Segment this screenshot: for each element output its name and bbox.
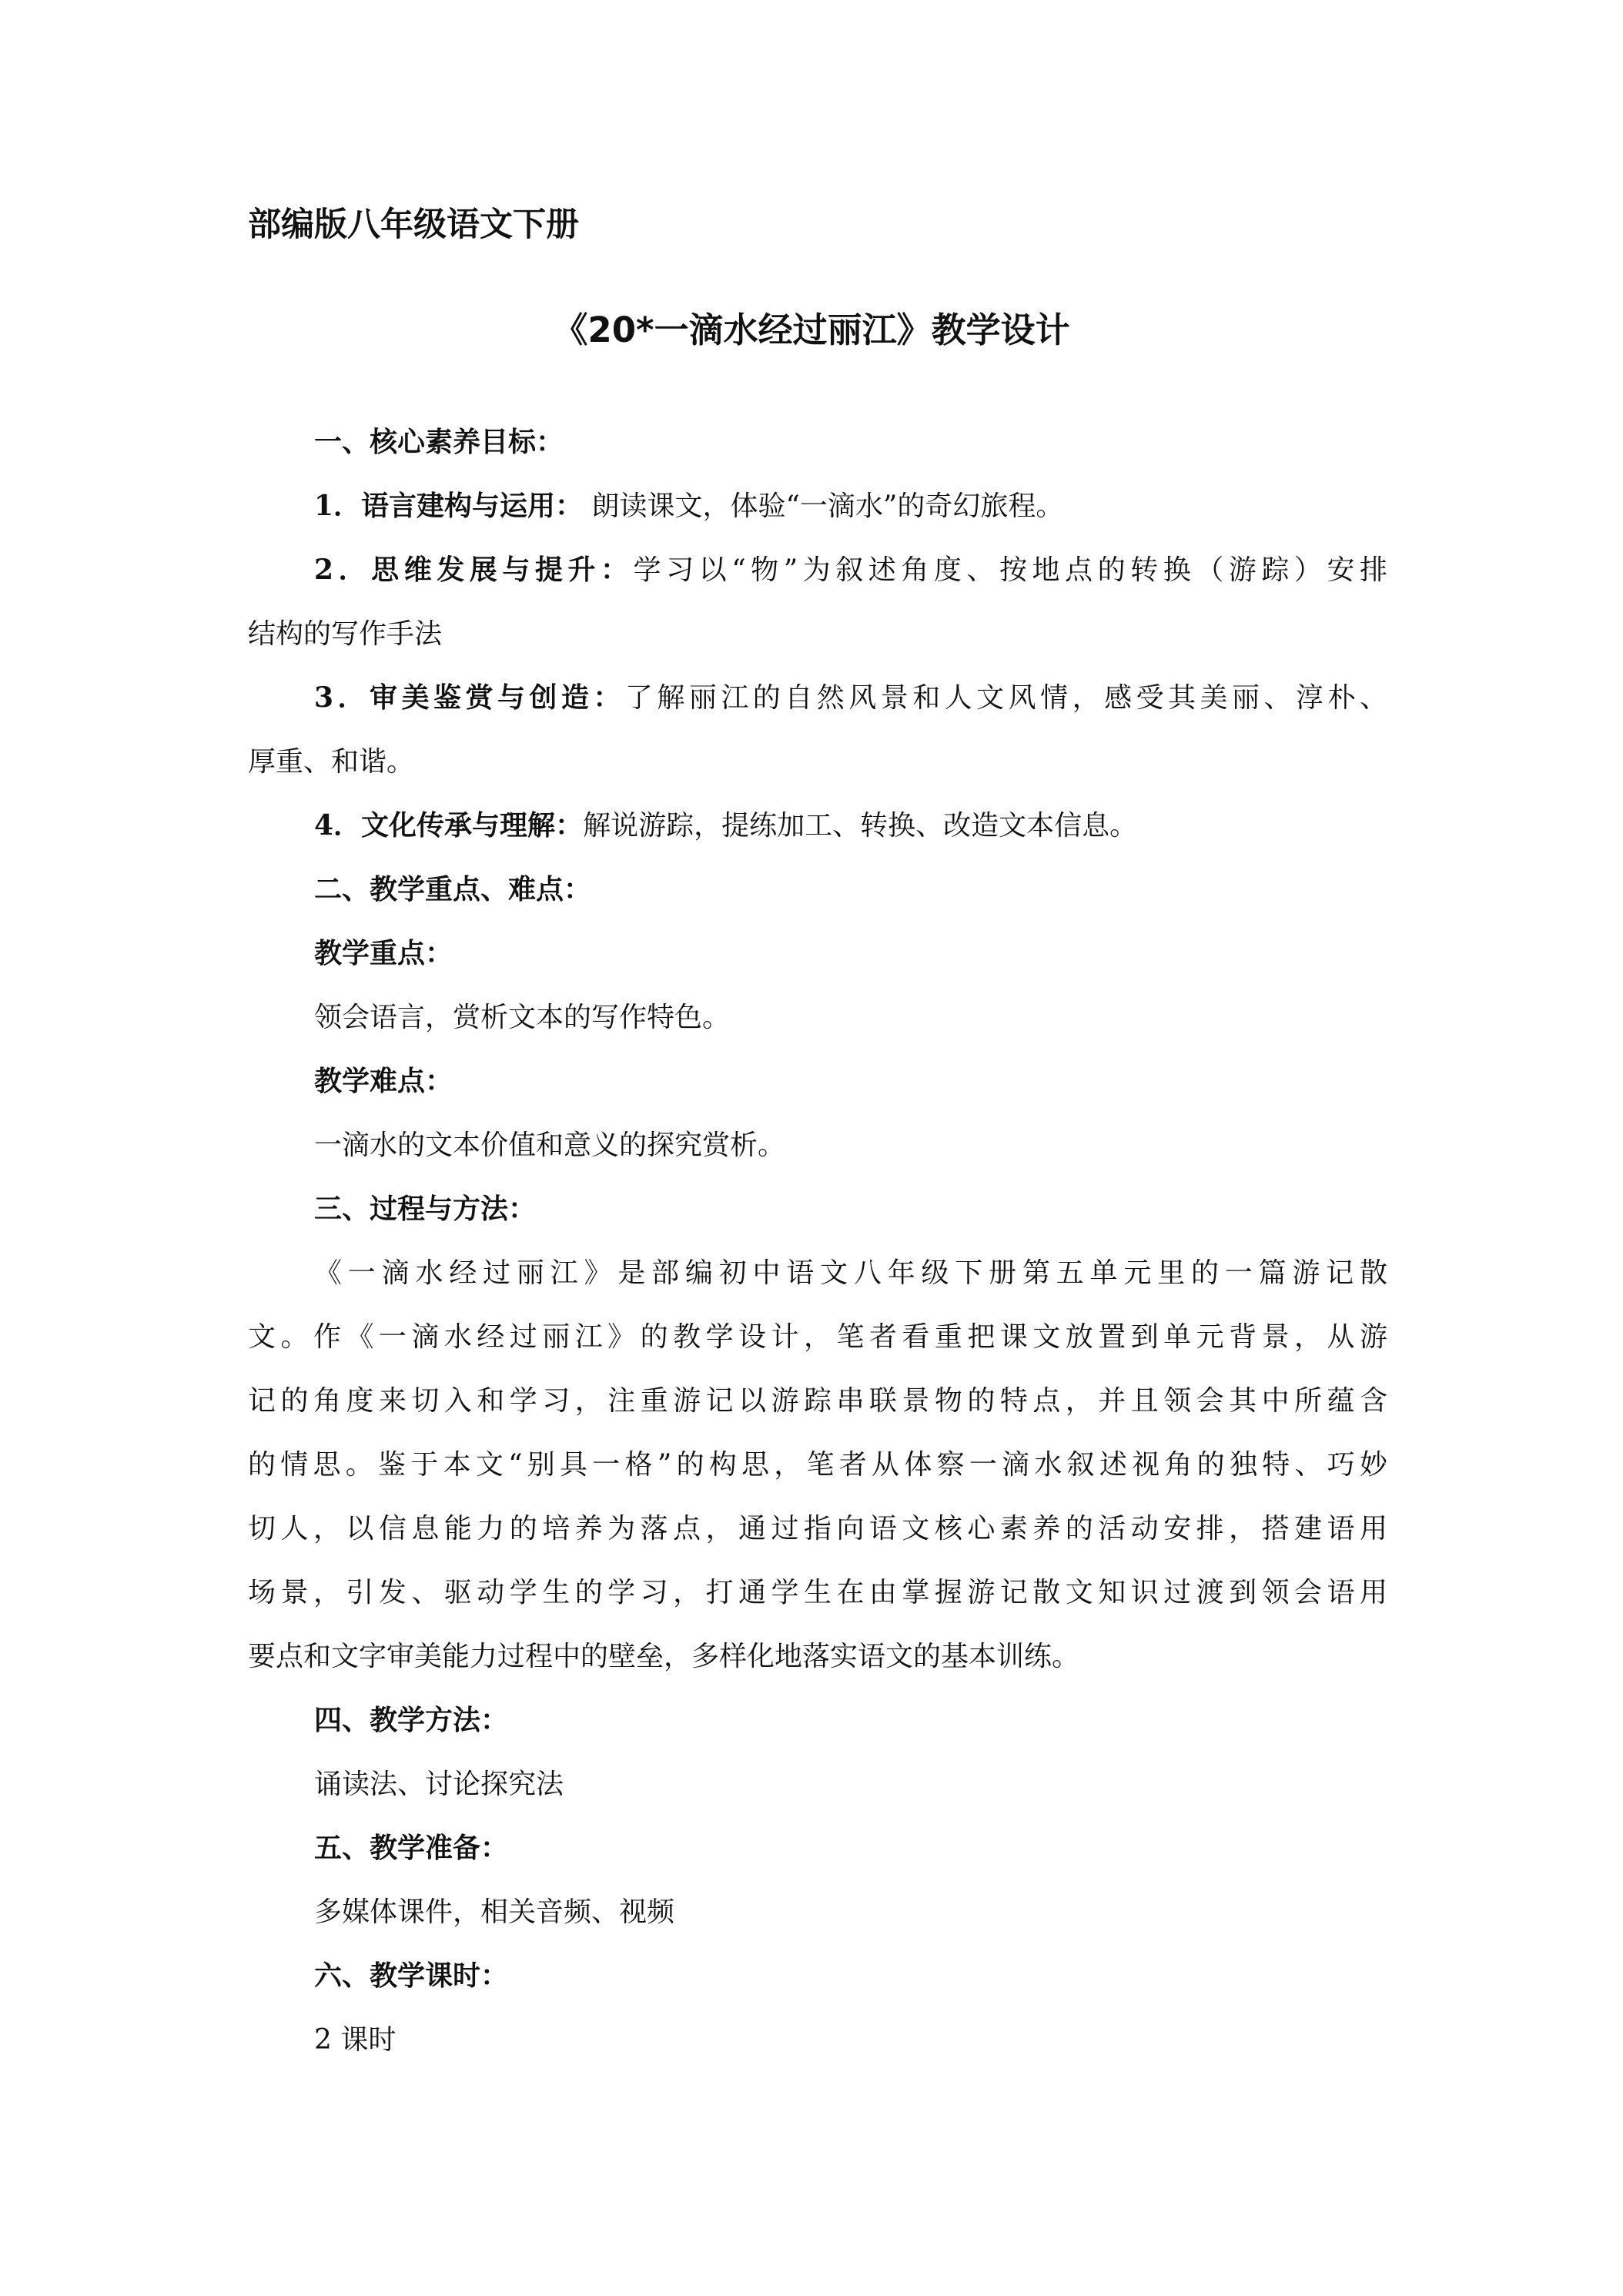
section-heading-preparation: 五、教学准备： xyxy=(314,1832,509,1864)
process-paragraph-line-3: 记的角度来切入和学习，注重游记以游踪串联景物的特点，并且领会其中所蕴含 xyxy=(248,1385,1387,1417)
goal-1-text: 朗读课文，体验“一滴水”的奇幻旅程。 xyxy=(583,490,1064,522)
goal-4-label: 4．文化传承与理解： xyxy=(314,809,584,842)
section-heading-methods: 四、教学方法： xyxy=(314,1704,509,1736)
goal-2-line-1 xyxy=(248,538,1387,602)
difficulty-label: 教学难点： xyxy=(314,1065,453,1097)
goal-3-line-1 xyxy=(248,666,1387,730)
goal-3-label: 3．审美鉴赏与创造： xyxy=(314,681,625,714)
goal-1 xyxy=(248,474,1387,538)
goal-4 xyxy=(248,794,1387,858)
preparation-text: 多媒体课件，相关音频、视频 xyxy=(314,1896,675,1928)
goal-4-text: 解说游踪，提练加工、转换、改造文本信息。 xyxy=(583,810,1138,842)
process-paragraph-line-7: 要点和文字审美能力过程中的壁垒，多样化地落实语文的基本训练。 xyxy=(248,1641,1080,1672)
difficulty-text: 一滴水的文本价值和意义的探究赏析。 xyxy=(314,1130,786,1161)
key-point-label: 教学重点： xyxy=(314,937,453,969)
process-paragraph-line-4: 的情思。鉴于本文“别具一格”的构思，笔者从体察一滴水叙述视角的独特、巧妙 xyxy=(248,1449,1387,1481)
document-title: 《20*一滴水经过丽江》教学设计 xyxy=(553,310,1070,350)
key-point-text: 领会语言，赏析文本的写作特色。 xyxy=(314,1002,731,1033)
goal-2-text-line-1: 学习以“物”为叙述角度、按地点的转换（游踪）安排 xyxy=(633,554,1387,586)
process-paragraph-line-1: 《一滴水经过丽江》是部编初中语文八年级下册第五单元里的一篇游记散 xyxy=(314,1257,1387,1289)
document-header: 部编版八年级语文下册 xyxy=(248,206,579,244)
section-heading-periods: 六、教学课时： xyxy=(314,1960,509,1992)
section-heading-process: 三、过程与方法： xyxy=(314,1193,537,1225)
section-heading-goals: 一、核心素养目标： xyxy=(314,426,564,458)
goal-3-line-2: 厚重、和谐。 xyxy=(248,746,415,778)
periods-text: 2 课时 xyxy=(314,2024,397,2056)
process-paragraph-line-6: 场景，引发、驱动学生的学习，打通学生在由掌握游记散文知识过渡到领会语用 xyxy=(248,1577,1387,1608)
goal-1-label: 1．语言建构与运用： xyxy=(314,490,584,522)
document-body xyxy=(248,410,1387,2072)
goal-3-text-line-1: 了解丽江的自然风景和人文风情，感受其美丽、淳朴、 xyxy=(624,682,1387,714)
methods-text: 诵读法、讨论探究法 xyxy=(314,1769,564,1800)
goal-2-line-2: 结构的写作手法 xyxy=(248,618,443,650)
goal-2-label: 2．思维发展与提升： xyxy=(314,554,634,586)
process-paragraph-line-2: 文。作《一滴水经过丽江》的教学设计，笔者看重把课文放置到单元背景，从游 xyxy=(248,1321,1387,1353)
section-heading-key-points: 二、教学重点、难点： xyxy=(314,873,592,905)
process-paragraph-line-5: 切人，以信息能力的培养为落点，通过指向语文核心素养的活动安排，搭建语用 xyxy=(248,1513,1387,1545)
